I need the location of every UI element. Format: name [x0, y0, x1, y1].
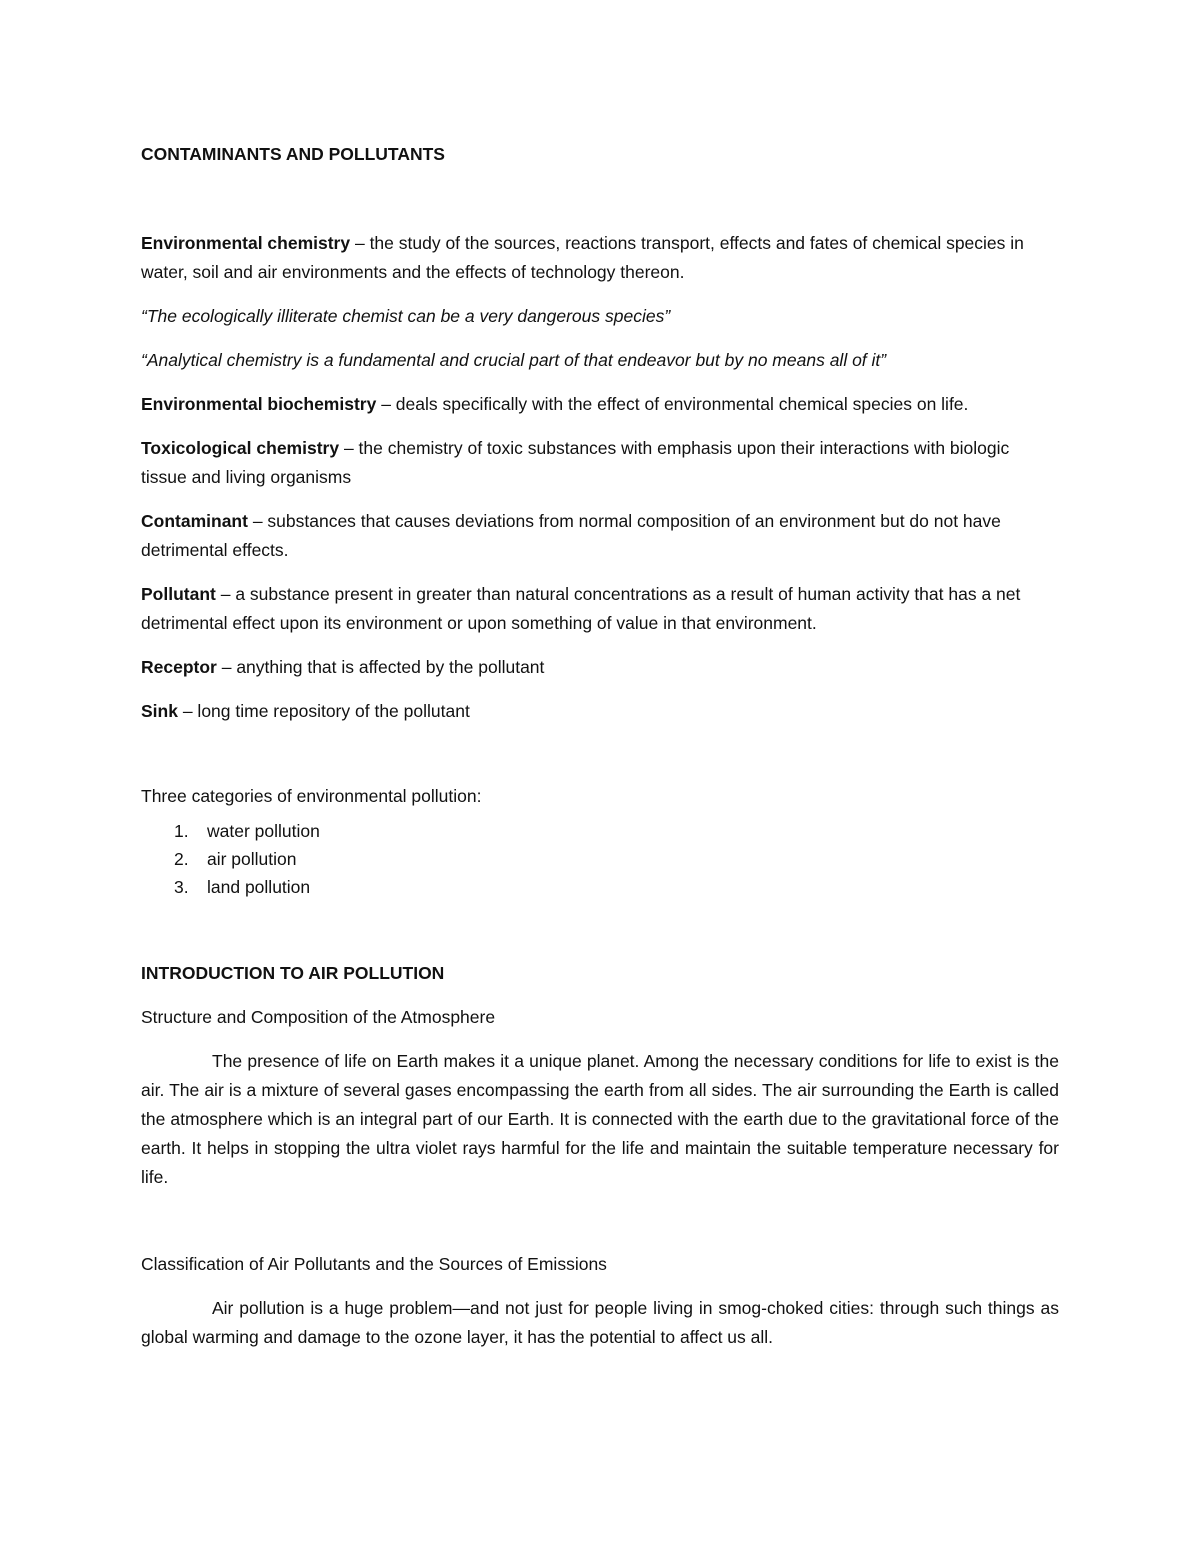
definition-text: – the study of the sources, reactions transport, effects and fates of chemical species in water, soil and air environments and the effects of technology thereon. [141, 233, 1024, 282]
definition-contaminant [141, 507, 1059, 565]
definition-text: – the chemistry of toxic substances with emphasis upon their interactions with biologic tissue and living organisms [141, 438, 1010, 487]
definition-term: Environmental chemistry [141, 233, 351, 253]
definition-pollutant [141, 580, 1059, 638]
definition-term: Sink [141, 701, 178, 721]
definition-text: – a substance present in greater than natural concentrations as a result of human activity that has a net detrimental effect upon its environment or upon something of value in that environment. [141, 584, 1021, 633]
list-number: 2. [174, 849, 189, 869]
paragraph-atmosphere: The presence of life on Earth makes it a unique planet. Among the necessary conditions for life to exist is the air. The air is a mixture of several gases encompassing the earth from all sides. The air surrounding the Earth is called the atmosphere which is an integral part of our Earth. It is connected with the earth due to the gravitational force of the earth. It helps in stopping the ultra violet rays harmful for the life and maintain the suitable temperature necessary for life. [141, 1051, 1059, 1187]
list-number: 1. [174, 821, 189, 841]
definition-text: – deals specifically with the effect of environmental chemical species on life. [376, 394, 969, 414]
definition-term: Contaminant [141, 511, 248, 531]
quote-ecologically-illiterate: “The ecologically illiterate chemist can be a very dangerous species” [141, 306, 671, 326]
quote-analytical-chemistry: “Analytical chemistry is a fundamental and crucial part of that endeavor but by no means all of it” [141, 350, 887, 370]
definition-text: – long time repository of the pollutant [177, 701, 470, 721]
list-label: water pollution [207, 821, 320, 841]
definition-term: Receptor [141, 657, 217, 677]
definition-sink [141, 697, 1059, 726]
definition-environmental-chemistry [141, 229, 1059, 287]
categories-intro: Three categories of environmental pollution: [141, 786, 482, 806]
definition-toxicological-chemistry [141, 434, 1059, 492]
subheading-classification: Classification of Air Pollutants and the Sources of Emissions [141, 1254, 607, 1274]
pollution-categories-list [141, 817, 1059, 901]
definition-term: Toxicological chemistry [141, 438, 340, 458]
definition-text: – substances that causes deviations from normal composition of an environment but do not have detrimental effects. [141, 511, 1001, 560]
section-heading-contaminants: CONTAMINANTS AND POLLUTANTS [141, 144, 445, 164]
definition-environmental-biochemistry [141, 390, 1059, 419]
definition-term: Environmental biochemistry [141, 394, 377, 414]
section-heading-air-pollution: INTRODUCTION TO AIR POLLUTION [141, 963, 445, 983]
definition-text: – anything that is affected by the pollutant [216, 657, 545, 677]
definition-receptor [141, 653, 1059, 682]
list-label: air pollution [207, 849, 297, 869]
list-label: land pollution [207, 877, 311, 897]
definition-term: Pollutant [141, 584, 216, 604]
list-item [141, 817, 1059, 845]
list-number: 3. [174, 877, 189, 897]
subheading-structure-atmosphere: Structure and Composition of the Atmosphere [141, 1007, 496, 1027]
list-item [141, 873, 1059, 901]
list-item [141, 845, 1059, 873]
paragraph-air-pollution: Air pollution is a huge problem—and not just for people living in smog-choked cities: through such things as global warming and damage to the ozone layer, it has the potential to affect us all. [141, 1298, 1059, 1347]
document-page [141, 140, 1059, 1352]
